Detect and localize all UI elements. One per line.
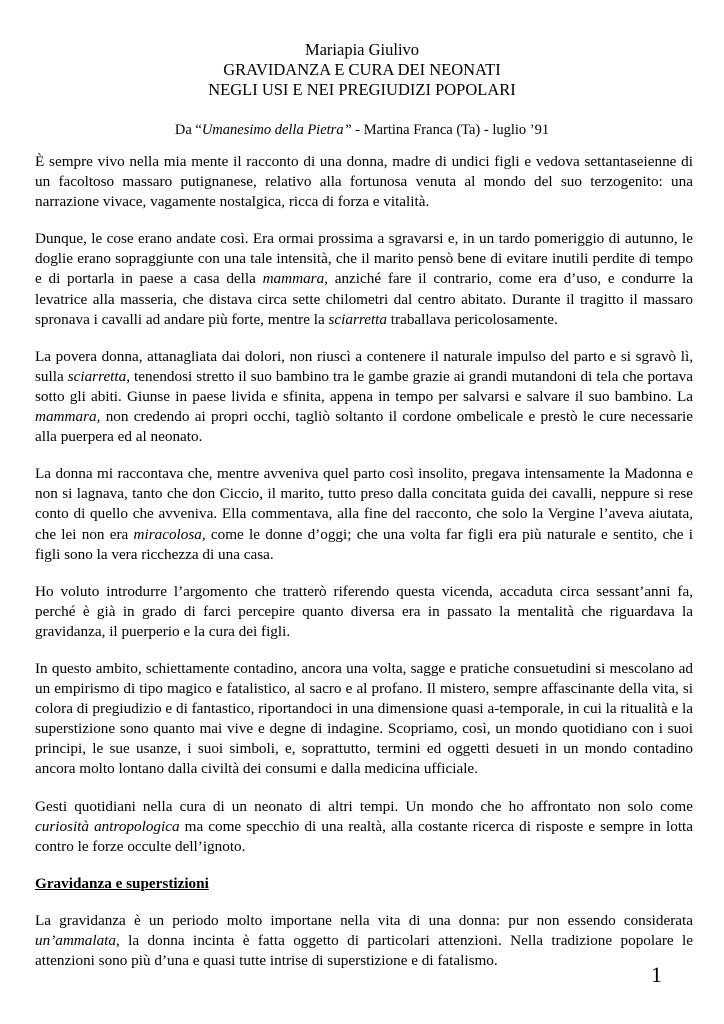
text-run: La gravidanza è un periodo molto importane nella vita di una donna: pur non essendo considerata [35,911,693,929]
paragraph-3 [35,347,693,447]
text-run: non credendo ai propri occhi, tagliò soltanto il cordone ombelicale e prestò le cure necessarie alla puerpera ed al neonato. [35,408,693,446]
document-body [35,152,693,988]
title-line-1: GRAVIDANZA E CURA DEI NEONATI [223,60,501,79]
title-line-2: NEGLI USI E NEI PREGIUDIZI POPOLARI [208,80,516,99]
italic-term: curiosità antropologica [35,817,180,835]
italic-term: miracolosa, [133,525,206,543]
text-run: la donna incinta è fatta oggetto di particolari attenzioni. Nella tradizione popolare le attenzioni sono più d’una e quasi tutte intrise di superstizione e di fatalismo. [35,932,693,970]
source-prefix: Da “ [174,122,202,138]
paragraph-2 [35,229,693,329]
italic-term: mammara, [35,408,101,426]
paragraph-6: In questo ambito, schiettamente contadino, ancora una volta, sagge e pratiche consuetudini si mescolano ad un empirismo di tipo magico e fatalistico, al sacro e al profano. Il mistero, sempre affascinante della vita, si colora di pregiudizio e di fantastico, riportandoci in una dimensione quasi a-temporale, in cui la ritualità e la superstizione sono quanto mai vive e degne di indagine. Scopriamo, così, un mondo quotidiano con i suoi principi, le sue usanze, i suoi simboli, e, soprattutto, termini ed oggetti desueti in un mondo contadino ancora molto lontano dalla civiltà dei consumi e dalla medicina ufficiale. [35,659,693,778]
paragraph-8 [35,911,693,971]
italic-term: mammara, [262,270,328,288]
paragraph-4 [35,464,693,564]
italic-term: sciarretta [328,310,387,328]
text-run: traballava pericolosamente. [387,310,558,328]
author-name: Mariapia Giulivo [304,40,420,59]
source-work: Umanesimo della Pietra” [201,122,352,138]
paragraph-5: Ho voluto introdurre l’argomento che tratterò riferendo questa vicenda, accaduta circa sessant’anni fa, perché è già in grado di farci percepire quanto diversa era in passato la mentalità che riguardava la gravidanza, il puerperio e la cura dei figli. [35,582,693,640]
paragraph-1: È sempre vivo nella mia mente il racconto di una donna, madre di undici figli e vedova settantaseienne di un facoltoso massaro putignanese, relativo alla fortunosa venuta al mondo del suo terzogenito: una narrazione vivace, vagamente nostalgica, ricca di forza e vitalità. [35,153,693,211]
text-run: Dunque, le cose erano andate così. Era ormai prossima a sgravarsi e, in un tardo pomeriggio di autunno, le doglie erano sopraggiunte con una tale intensità, che il marito pensò bene di evitare inutili perdite di tempo e di portarla in paese a casa della [35,230,693,288]
source-details: - Martina Franca (Ta) - luglio ’91 [351,122,550,138]
page-number: 1 [651,962,662,987]
italic-term: un’ammalata, [35,932,120,949]
text-run: La povera donna, attanagliata dai dolori, non riuscì a contenere il naturale impulso del parto e si sgravò lì, sulla [35,347,693,385]
document-header [0,40,724,100]
text-run: tenendosi stretto il suo bambino tra le gambe grazie ai grandi mutandoni di tela che portava sotto gli abiti. Giunse in paese livida e sfinita, appena in tempo per salvarsi e salvare il suo bambino. La [35,367,693,405]
text-run: come le donne d’oggi; che una volta far figli era più naturale e sentito, che i figli sono la vera ricchezza di una casa. [35,525,694,563]
text-run: La donna mi raccontava che, mentre avveniva quel parto così insolito, pregava intensamente la Madonna e non si lagnava, tanto che don Ciccio, il marito, tutto preso dalla concitata guida dei cavalli, neppure si rese conto di quello che avveniva. Ella commentava, alla fine del racconto, che solo la Vergine l’aveva aiutata, che lei non era [35,465,693,543]
text-run: anziché fare il contrario, come era d’uso, e condurre la levatrice alla masseria, che distava circa sette chilometri dal centro abitato. Durante il tragitto il massaro spronava i cavalli ad andare più forte, mentre la [35,270,693,328]
text-run: Gesti quotidiani nella cura di un neonato di altri tempi. Un mondo che ho affrontato non solo come [35,797,693,815]
text-run: ma come specchio di una realtà, alla costante ricerca di risposte e sempre in lotta contro le forze occulte dell’ignoto. [35,817,693,855]
section-heading: Gravidanza e superstizioni [35,874,209,892]
paragraph-7 [35,797,693,857]
source-line [0,121,724,139]
italic-term: sciarretta, [67,367,131,385]
